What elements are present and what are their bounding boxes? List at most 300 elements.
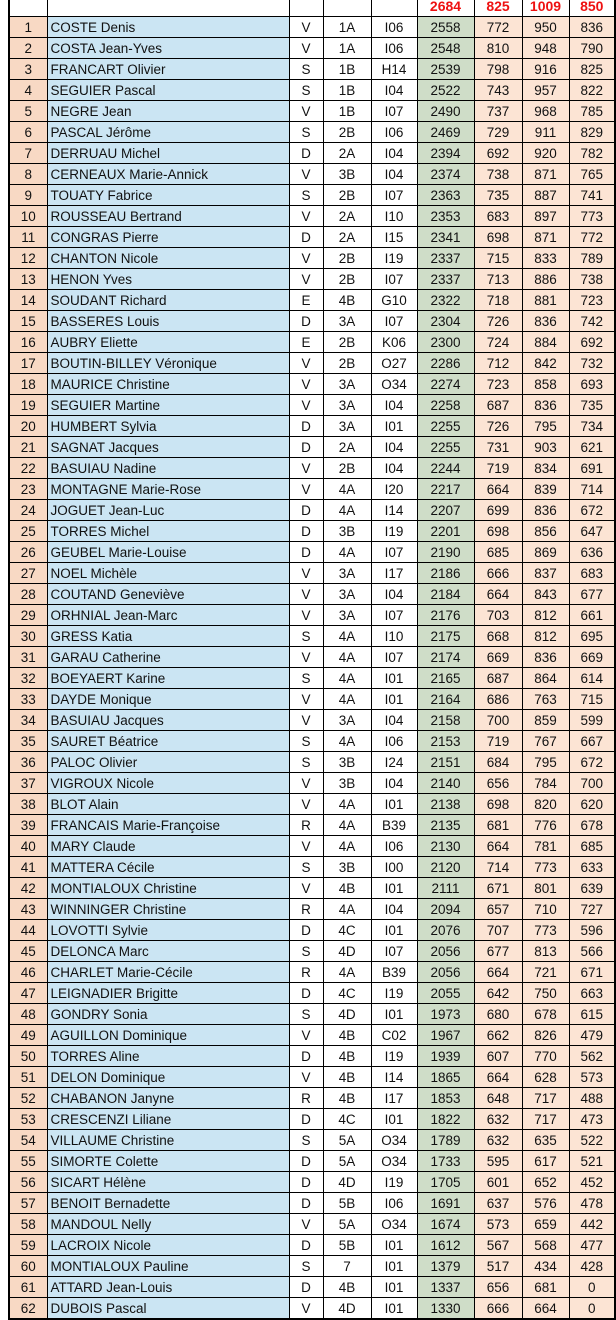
- rank-cell: 48: [9, 1004, 47, 1025]
- category-cell: D: [289, 1235, 323, 1256]
- rank-cell: 21: [9, 437, 47, 458]
- series-cell: 5A: [323, 1214, 371, 1235]
- table-row: [9, 710, 615, 731]
- total-score-cell: 2304: [417, 311, 474, 332]
- player-name-cell: CRESCENZI Liliane: [47, 1109, 289, 1130]
- player-name-cell: AUBRY Eliette: [47, 332, 289, 353]
- player-name-cell: COSTE Denis: [47, 17, 289, 38]
- total-score-cell: 2158: [417, 710, 474, 731]
- total-score-cell: 1733: [417, 1151, 474, 1172]
- rank-cell: 52: [9, 1088, 47, 1109]
- series-cell: 1B: [323, 101, 371, 122]
- category-cell: D: [289, 437, 323, 458]
- table-row: [9, 1172, 615, 1193]
- category-cell: V: [289, 794, 323, 815]
- total-score-cell: 2138: [417, 794, 474, 815]
- score2-cell: 826: [522, 1025, 569, 1046]
- score1-cell: 810: [474, 38, 522, 59]
- total-score-cell: 2255: [417, 437, 474, 458]
- total-score-cell: 2175: [417, 626, 474, 647]
- score1-cell: 687: [474, 668, 522, 689]
- total-score-cell: 1789: [417, 1130, 474, 1151]
- series-cell: 4C: [323, 920, 371, 941]
- club-code-cell: I00: [371, 857, 417, 878]
- score3-cell: 695: [569, 626, 615, 647]
- table-row: [9, 605, 615, 626]
- table-row: [9, 542, 615, 563]
- club-code-cell: I06: [371, 1193, 417, 1214]
- total-score-cell: 2164: [417, 689, 474, 710]
- club-code-cell: G10: [371, 290, 417, 311]
- total-score-cell: 2120: [417, 857, 474, 878]
- category-cell: V: [289, 479, 323, 500]
- rank-cell: 61: [9, 1277, 47, 1298]
- total-score-cell: 2490: [417, 101, 474, 122]
- score3-cell: 685: [569, 836, 615, 857]
- score2-cell: 836: [522, 311, 569, 332]
- score3-cell: 0: [569, 1277, 615, 1298]
- table-row: [9, 1298, 615, 1320]
- table-row: [9, 815, 615, 836]
- rank-cell: 27: [9, 563, 47, 584]
- club-code-cell: I17: [371, 1088, 417, 1109]
- score2-cell: 957: [522, 80, 569, 101]
- player-name-cell: BLOT Alain: [47, 794, 289, 815]
- series-cell: 4A: [323, 794, 371, 815]
- score1-cell: 677: [474, 941, 522, 962]
- category-cell: V: [289, 836, 323, 857]
- series-cell: 5B: [323, 1235, 371, 1256]
- table-row: [9, 1151, 615, 1172]
- category-cell: R: [289, 899, 323, 920]
- player-name-cell: JOGUET Jean-Luc: [47, 500, 289, 521]
- category-cell: V: [289, 878, 323, 899]
- club-code-cell: I04: [371, 164, 417, 185]
- score3-cell: 452: [569, 1172, 615, 1193]
- score1-cell: 666: [474, 563, 522, 584]
- score3-cell: 672: [569, 752, 615, 773]
- series-cell: 1B: [323, 59, 371, 80]
- score2-cell: 897: [522, 206, 569, 227]
- series-cell: 3B: [323, 164, 371, 185]
- total-score-cell: 2217: [417, 479, 474, 500]
- score1-cell: 718: [474, 290, 522, 311]
- max-score2-cell: 1009: [522, 0, 569, 17]
- club-code-cell: I04: [371, 710, 417, 731]
- score3-cell: 789: [569, 248, 615, 269]
- category-cell: D: [289, 1277, 323, 1298]
- series-cell: 4B: [323, 1025, 371, 1046]
- category-cell: V: [289, 1067, 323, 1088]
- player-name-cell: GEUBEL Marie-Louise: [47, 542, 289, 563]
- table-row: [9, 626, 615, 647]
- rank-cell: 20: [9, 416, 47, 437]
- table-body: [9, 17, 615, 1320]
- category-cell: V: [289, 206, 323, 227]
- table-row: [9, 563, 615, 584]
- total-score-cell: 1379: [417, 1256, 474, 1277]
- category-cell: V: [289, 1025, 323, 1046]
- score2-cell: 773: [522, 857, 569, 878]
- club-code-cell: I06: [371, 38, 417, 59]
- table-row: [9, 920, 615, 941]
- score3-cell: 477: [569, 1235, 615, 1256]
- score2-cell: 920: [522, 143, 569, 164]
- score2-cell: 813: [522, 941, 569, 962]
- club-code-cell: I01: [371, 1277, 417, 1298]
- total-score-cell: 2151: [417, 752, 474, 773]
- club-code-cell: I01: [371, 878, 417, 899]
- score3-cell: 715: [569, 689, 615, 710]
- header-empty-series-cell: [323, 0, 371, 17]
- series-cell: 4A: [323, 962, 371, 983]
- series-cell: 4A: [323, 647, 371, 668]
- score1-cell: 685: [474, 542, 522, 563]
- category-cell: V: [289, 269, 323, 290]
- table-row: [9, 1256, 615, 1277]
- score2-cell: 681: [522, 1277, 569, 1298]
- category-cell: R: [289, 815, 323, 836]
- category-cell: S: [289, 857, 323, 878]
- score3-cell: 661: [569, 605, 615, 626]
- table-row: [9, 164, 615, 185]
- rank-cell: 45: [9, 941, 47, 962]
- table-row: [9, 689, 615, 710]
- club-code-cell: I04: [371, 773, 417, 794]
- series-cell: 3B: [323, 752, 371, 773]
- club-code-cell: I07: [371, 647, 417, 668]
- category-cell: V: [289, 38, 323, 59]
- player-name-cell: DUBOIS Pascal: [47, 1298, 289, 1320]
- table-row: [9, 332, 615, 353]
- club-code-cell: O34: [371, 1214, 417, 1235]
- club-code-cell: I01: [371, 794, 417, 815]
- score3-cell: 700: [569, 773, 615, 794]
- series-cell: 2A: [323, 206, 371, 227]
- rank-cell: 31: [9, 647, 47, 668]
- score3-cell: 678: [569, 815, 615, 836]
- score1-cell: 698: [474, 227, 522, 248]
- category-cell: D: [289, 416, 323, 437]
- category-cell: V: [289, 353, 323, 374]
- series-cell: 5B: [323, 1193, 371, 1214]
- max-points-row: [9, 0, 615, 17]
- score3-cell: 836: [569, 17, 615, 38]
- score3-cell: 633: [569, 857, 615, 878]
- total-score-cell: 1967: [417, 1025, 474, 1046]
- player-name-cell: NOEL Michèle: [47, 563, 289, 584]
- club-code-cell: I10: [371, 206, 417, 227]
- score1-cell: 642: [474, 983, 522, 1004]
- player-name-cell: PALOC Olivier: [47, 752, 289, 773]
- player-name-cell: ORHNIAL Jean-Marc: [47, 605, 289, 626]
- rank-cell: 51: [9, 1067, 47, 1088]
- club-code-cell: I19: [371, 983, 417, 1004]
- score1-cell: 632: [474, 1109, 522, 1130]
- rank-cell: 53: [9, 1109, 47, 1130]
- total-score-cell: 2207: [417, 500, 474, 521]
- table-row: [9, 248, 615, 269]
- category-cell: R: [289, 1088, 323, 1109]
- series-cell: 3A: [323, 311, 371, 332]
- club-code-cell: O34: [371, 1151, 417, 1172]
- player-name-cell: BOEYAERT Karine: [47, 668, 289, 689]
- player-name-cell: WINNINGER Christine: [47, 899, 289, 920]
- player-name-cell: GARAU Catherine: [47, 647, 289, 668]
- score2-cell: 869: [522, 542, 569, 563]
- score2-cell: 795: [522, 416, 569, 437]
- rank-cell: 18: [9, 374, 47, 395]
- score2-cell: 856: [522, 521, 569, 542]
- score3-cell: 683: [569, 563, 615, 584]
- total-score-cell: 2353: [417, 206, 474, 227]
- score1-cell: 664: [474, 584, 522, 605]
- category-cell: S: [289, 1004, 323, 1025]
- score2-cell: 781: [522, 836, 569, 857]
- rank-cell: 12: [9, 248, 47, 269]
- table-row: [9, 269, 615, 290]
- total-score-cell: 2300: [417, 332, 474, 353]
- score3-cell: 442: [569, 1214, 615, 1235]
- total-score-cell: 2374: [417, 164, 474, 185]
- category-cell: D: [289, 542, 323, 563]
- rank-cell: 55: [9, 1151, 47, 1172]
- score1-cell: 687: [474, 395, 522, 416]
- club-code-cell: I04: [371, 584, 417, 605]
- total-score-cell: 1612: [417, 1235, 474, 1256]
- category-cell: V: [289, 563, 323, 584]
- rank-cell: 30: [9, 626, 47, 647]
- score2-cell: 871: [522, 164, 569, 185]
- score1-cell: 699: [474, 500, 522, 521]
- rank-cell: 16: [9, 332, 47, 353]
- header-empty-club-cell: [371, 0, 417, 17]
- score3-cell: 562: [569, 1046, 615, 1067]
- table-row: [9, 122, 615, 143]
- category-cell: S: [289, 59, 323, 80]
- category-cell: V: [289, 248, 323, 269]
- series-cell: 2B: [323, 269, 371, 290]
- table-row: [9, 983, 615, 1004]
- score2-cell: 721: [522, 962, 569, 983]
- table-row: [9, 227, 615, 248]
- player-name-cell: HENON Yves: [47, 269, 289, 290]
- rank-cell: 9: [9, 185, 47, 206]
- score2-cell: 628: [522, 1067, 569, 1088]
- score3-cell: 742: [569, 311, 615, 332]
- series-cell: 3B: [323, 773, 371, 794]
- table-row: [9, 311, 615, 332]
- table-row: [9, 1067, 615, 1088]
- series-cell: 4D: [323, 1172, 371, 1193]
- score2-cell: 839: [522, 479, 569, 500]
- total-score-cell: 1337: [417, 1277, 474, 1298]
- club-code-cell: I19: [371, 248, 417, 269]
- category-cell: D: [289, 1193, 323, 1214]
- rank-cell: 10: [9, 206, 47, 227]
- total-score-cell: 2140: [417, 773, 474, 794]
- score1-cell: 714: [474, 857, 522, 878]
- club-code-cell: I06: [371, 731, 417, 752]
- category-cell: R: [289, 962, 323, 983]
- player-name-cell: MANDOUL Nelly: [47, 1214, 289, 1235]
- total-score-cell: 2076: [417, 920, 474, 941]
- score3-cell: 782: [569, 143, 615, 164]
- club-code-cell: I19: [371, 521, 417, 542]
- total-score-cell: 1939: [417, 1046, 474, 1067]
- score1-cell: 666: [474, 1298, 522, 1320]
- score3-cell: 790: [569, 38, 615, 59]
- player-name-cell: MAURICE Christine: [47, 374, 289, 395]
- series-cell: 4C: [323, 983, 371, 1004]
- rank-cell: 54: [9, 1130, 47, 1151]
- score1-cell: 719: [474, 458, 522, 479]
- category-cell: S: [289, 668, 323, 689]
- player-name-cell: VILLAUME Christine: [47, 1130, 289, 1151]
- score1-cell: 664: [474, 479, 522, 500]
- series-cell: 4B: [323, 1277, 371, 1298]
- series-cell: 4A: [323, 689, 371, 710]
- score1-cell: 632: [474, 1130, 522, 1151]
- ranking-table: [8, 0, 616, 1320]
- table-row: [9, 17, 615, 38]
- max-score1-cell: 825: [474, 0, 522, 17]
- rank-cell: 47: [9, 983, 47, 1004]
- series-cell: 4A: [323, 731, 371, 752]
- category-cell: V: [289, 773, 323, 794]
- table-row: [9, 1277, 615, 1298]
- total-score-cell: 1691: [417, 1193, 474, 1214]
- score2-cell: 911: [522, 122, 569, 143]
- score3-cell: 667: [569, 731, 615, 752]
- player-name-cell: MATTERA Cécile: [47, 857, 289, 878]
- max-total-cell: 2684: [417, 0, 474, 17]
- category-cell: D: [289, 920, 323, 941]
- club-code-cell: I07: [371, 605, 417, 626]
- score2-cell: 812: [522, 626, 569, 647]
- player-name-cell: BOUTIN-BILLEY Véronique: [47, 353, 289, 374]
- score2-cell: 916: [522, 59, 569, 80]
- table-row: [9, 59, 615, 80]
- score1-cell: 664: [474, 962, 522, 983]
- score1-cell: 517: [474, 1256, 522, 1277]
- score3-cell: 677: [569, 584, 615, 605]
- rank-cell: 33: [9, 689, 47, 710]
- total-score-cell: 2341: [417, 227, 474, 248]
- score3-cell: 691: [569, 458, 615, 479]
- rank-cell: 62: [9, 1298, 47, 1320]
- series-cell: 4A: [323, 500, 371, 521]
- score3-cell: 765: [569, 164, 615, 185]
- player-name-cell: SIMORTE Colette: [47, 1151, 289, 1172]
- table-row: [9, 521, 615, 542]
- category-cell: D: [289, 143, 323, 164]
- score1-cell: 567: [474, 1235, 522, 1256]
- club-code-cell: I01: [371, 416, 417, 437]
- total-score-cell: 2255: [417, 416, 474, 437]
- player-name-cell: LOVOTTI Sylvie: [47, 920, 289, 941]
- player-name-cell: TORRES Michel: [47, 521, 289, 542]
- series-cell: 1A: [323, 17, 371, 38]
- total-score-cell: 2111: [417, 878, 474, 899]
- table-row: [9, 500, 615, 521]
- score1-cell: 737: [474, 101, 522, 122]
- score1-cell: 656: [474, 773, 522, 794]
- score2-cell: 776: [522, 815, 569, 836]
- club-code-cell: I19: [371, 1046, 417, 1067]
- score3-cell: 620: [569, 794, 615, 815]
- score3-cell: 663: [569, 983, 615, 1004]
- rank-cell: 59: [9, 1235, 47, 1256]
- score3-cell: 693: [569, 374, 615, 395]
- score3-cell: 735: [569, 395, 615, 416]
- total-score-cell: 2135: [417, 815, 474, 836]
- series-cell: 3A: [323, 416, 371, 437]
- score2-cell: 836: [522, 647, 569, 668]
- series-cell: 4D: [323, 1004, 371, 1025]
- table-row: [9, 584, 615, 605]
- rank-cell: 50: [9, 1046, 47, 1067]
- total-score-cell: 2176: [417, 605, 474, 626]
- category-cell: D: [289, 1046, 323, 1067]
- club-code-cell: O27: [371, 353, 417, 374]
- category-cell: E: [289, 332, 323, 353]
- score2-cell: 948: [522, 38, 569, 59]
- total-score-cell: 2184: [417, 584, 474, 605]
- series-cell: 4B: [323, 1088, 371, 1109]
- rank-cell: 46: [9, 962, 47, 983]
- score3-cell: 639: [569, 878, 615, 899]
- score1-cell: 684: [474, 752, 522, 773]
- series-cell: 3A: [323, 584, 371, 605]
- player-name-cell: DELON Dominique: [47, 1067, 289, 1088]
- results-sheet: [8, 0, 616, 1320]
- score3-cell: 692: [569, 332, 615, 353]
- category-cell: V: [289, 458, 323, 479]
- table-row: [9, 752, 615, 773]
- player-name-cell: CHARLET Marie-Cécile: [47, 962, 289, 983]
- club-code-cell: I01: [371, 668, 417, 689]
- player-name-cell: MONTAGNE Marie-Rose: [47, 479, 289, 500]
- player-name-cell: CONGRAS Pierre: [47, 227, 289, 248]
- series-cell: 2B: [323, 458, 371, 479]
- player-name-cell: FRANCAIS Marie-Françoise: [47, 815, 289, 836]
- table-row: [9, 1235, 615, 1256]
- club-code-cell: I17: [371, 563, 417, 584]
- score3-cell: 723: [569, 290, 615, 311]
- player-name-cell: SEGUIER Pascal: [47, 80, 289, 101]
- total-score-cell: 2539: [417, 59, 474, 80]
- total-score-cell: 2130: [417, 836, 474, 857]
- club-code-cell: I04: [371, 437, 417, 458]
- series-cell: 2B: [323, 185, 371, 206]
- series-cell: 4A: [323, 542, 371, 563]
- total-score-cell: 2286: [417, 353, 474, 374]
- table-row: [9, 857, 615, 878]
- total-score-cell: 2558: [417, 17, 474, 38]
- player-name-cell: SOUDANT Richard: [47, 290, 289, 311]
- score2-cell: 864: [522, 668, 569, 689]
- score2-cell: 767: [522, 731, 569, 752]
- score3-cell: 521: [569, 1151, 615, 1172]
- rank-cell: 3: [9, 59, 47, 80]
- score2-cell: 750: [522, 983, 569, 1004]
- player-name-cell: NEGRE Jean: [47, 101, 289, 122]
- score3-cell: 829: [569, 122, 615, 143]
- score2-cell: 652: [522, 1172, 569, 1193]
- category-cell: S: [289, 752, 323, 773]
- total-score-cell: 2094: [417, 899, 474, 920]
